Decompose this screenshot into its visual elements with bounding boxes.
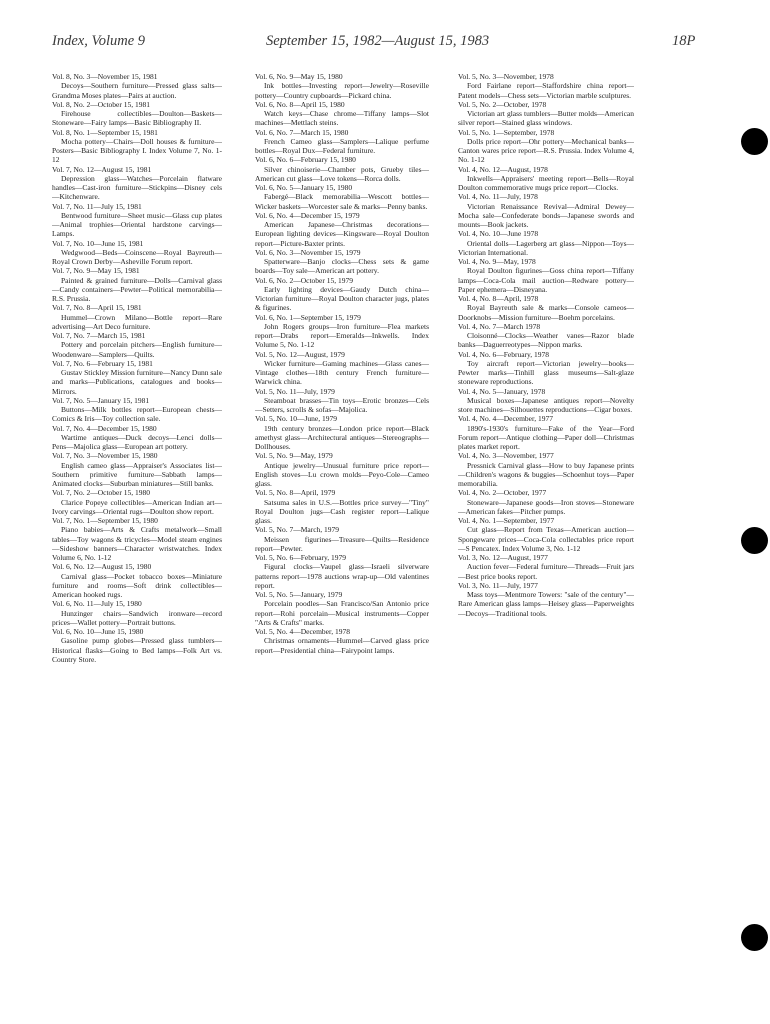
header-volume: Index, Volume 9 [52, 33, 146, 49]
issue-contents: Satsuma sales in U.S.—Bottles price survey—"Tiny" Royal Doulton jugs—Cash register report—Lalique glass. [255, 497, 429, 525]
issue-heading: Vol. 6, No. 10—June 15, 1980 [52, 627, 144, 636]
issue-contents: Royal Doulton figurines—Goss china report—Tiffany lamps—Coca-Cola mail auction—Redware pottery—Paper ephemera—Disneyana. [458, 266, 634, 294]
index-entry [458, 387, 634, 415]
issue-contents: Wedgwood—Beds—Coinscene—Royal Bayreuth—Royal Crown Derby—Asheville Forum report. [52, 247, 222, 266]
issue-contents: Watch keys—Chase chrome—Tiffany lamps—Slot machines—Mettlach steins. [255, 109, 429, 128]
index-entry [52, 359, 222, 396]
index-entry [52, 303, 222, 331]
issue-contents: Depression glass—Watches—Porcelain flatware handles—Cast-iron furniture—Stickpins—Disney cels—Kitchenware. [52, 173, 222, 202]
issue-heading: Vol. 7, No. 11—July 15, 1981 [52, 201, 142, 211]
issue-heading: Vol. 6, No. 4—December 15, 1979 [255, 210, 360, 220]
issue-heading: Vol. 5, No. 5—January, 1979 [255, 590, 343, 599]
issue-heading: Vol. 7, No. 3—November 15, 1980 [52, 451, 158, 461]
index-entry [52, 451, 222, 488]
issue-contents: Silver chinoiserie—Chamber pots, Grueby tiles—American cut glass—Love tokens—Rorca dolls. [255, 164, 429, 183]
index-entry [255, 414, 429, 451]
index-entry [255, 155, 429, 183]
issue-contents: Meissen figurines—Treasure—Quilts—Residence report—Pewter. [255, 534, 429, 553]
index-entry [255, 451, 429, 488]
issue-contents: Pressnick Carnival glass—How to buy Japanese prints—Children's wagons & buggies—Schoenhut toys—Paper memorabilia. [458, 460, 634, 488]
index-entry [255, 276, 429, 313]
index-entry [52, 72, 222, 100]
index-entry [458, 516, 634, 553]
index-entry [458, 100, 634, 128]
index-entry [458, 350, 634, 387]
index-entry [52, 424, 222, 452]
issue-heading: Vol. 5, No. 6—February, 1979 [255, 553, 347, 562]
issue-heading: Vol. 8, No. 1—September 15, 1981 [52, 127, 158, 137]
issue-contents: Auction fever—Federal furniture—Threads—Fruit jars—Best price books report. [458, 562, 634, 581]
index-entry [52, 100, 222, 128]
issue-contents: French Cameo glass—Samplers—Lalique perfume bottles—Royal Dux—Federal furniture. [255, 136, 429, 155]
issue-heading: Vol. 4, No. 1—September, 1977 [458, 516, 555, 525]
issue-heading: Vol. 5, No. 2—October, 1978 [458, 99, 547, 109]
index-entry [52, 627, 222, 664]
issue-heading: Vol. 7, No. 9—May 15, 1981 [52, 266, 140, 276]
issue-contents: Pottery and porcelain pitchers—English furniture—Woodenware—Samplers—Quilts. [52, 340, 222, 359]
issue-contents: Wartime antiques—Duck decoys—Lenci dolls—Pens—Majolica glass—European art pottery. [52, 432, 222, 451]
issue-contents: Mocha pottery—Chairs—Doll houses & furniture—Posters—Basic Bibliography I. Index Volume 7, No. 1-12 [52, 136, 222, 165]
issue-heading: Vol. 5, No. 11—July, 1979 [255, 386, 335, 396]
issue-contents: Clarice Popeye collectibles—American Indian art—Ivory carvings—Oriental rugs—Doulton show report. [52, 497, 222, 516]
issue-contents: Porcelain poodles—San Francisco/San Antonio price report—Rohi porcelain—Musical instruments—Copper "Arts & Crafts" marks. [255, 599, 429, 627]
issue-contents: Christmas ornaments—Hummel—Carved glass price report—Presidential china—Fairypoint lamps. [255, 636, 429, 655]
index-entry [52, 165, 222, 202]
issue-contents: Painted & grained furniture—Dolls—Carnival glass—Candy containers—Pewter—Political memorabilia—R.S. Prussia. [52, 275, 222, 303]
issue-contents: Piano babies—Arts & Crafts metalwork—Small tables—Toy wagons & tricycles—Model steam engines—Sideshow banners—Character wristwatches. Index Volume 6, No. 1-12 [52, 525, 222, 562]
issue-heading: Vol. 4, No. 10—June 1978 [458, 229, 539, 239]
issue-contents: Bentwood furniture—Sheet music—Glass cup plates—Animal trophies—Oriental hardstone carvings—Lamps. [52, 210, 222, 239]
issue-heading: Vol. 6, No. 3—November 15, 1979 [255, 247, 361, 257]
binder-hole-bottom [741, 924, 768, 951]
index-entry [255, 313, 429, 350]
issue-contents: Steamboat brasses—Tin toys—Erotic bronzes—Cels—Setters, scrolls & sofas—Majolica. [255, 395, 429, 414]
index-entry [458, 257, 634, 294]
issue-contents: Gustav Stickley Mission furniture—Nancy Dunn sale and marks—Publications, catalogues and books—Mirrors. [52, 368, 222, 396]
issue-heading: Vol. 7, No. 1—September 15, 1980 [52, 516, 158, 525]
issue-heading: Vol. 6, No. 12—August 15, 1980 [52, 562, 152, 572]
issue-contents: Dolls price report—Ohr pottery—Mechanical banks—Canton wares price report—R.S. Prussia. Index Volume 4, No. 1-12 [458, 136, 634, 165]
index-entry [458, 128, 634, 165]
index-column-2 [255, 72, 429, 1017]
index-entry [458, 581, 634, 618]
index-entry [458, 165, 634, 193]
index-entry [458, 488, 634, 516]
issue-heading: Vol. 4, No. 8—April, 1978 [458, 294, 539, 303]
issue-contents: Firehouse collectibles—Doulton—Baskets—Stoneware—Fairy lamps—Basic Bibliography II. [52, 109, 222, 128]
binder-hole-top [741, 128, 768, 155]
issue-heading: Vol. 5, No. 12—August, 1979 [255, 349, 345, 359]
issue-contents: Victorian art glass tumblers—Butter molds—American silver report—Stained glass windows. [458, 109, 634, 128]
index-column-3 [458, 72, 634, 1017]
issue-heading: Vol. 7, No. 4—December 15, 1980 [52, 423, 157, 433]
issue-heading: Vol. 5, No. 10—June, 1979 [255, 414, 337, 424]
issue-contents: Royal Bayreuth sale & marks—Console cameos—Doorknobs—Mission furniture—Boehm porcelains. [458, 303, 634, 322]
issue-contents: Antique jewelry—Unusual furniture price report—English stoves—Lu crown molds—Peyo-Cole—Cameo glass. [255, 460, 429, 488]
issue-contents: Victorian Renaissance Revival—Admiral Dewey—Mocha sale—Confederate bonds—Japanese swords and mounts—Book jackets. [458, 201, 634, 229]
running-header [52, 33, 720, 57]
index-entry [458, 72, 634, 100]
issue-heading: Vol. 8, No. 3—November 15, 1981 [52, 72, 158, 81]
index-entry [52, 516, 222, 562]
issue-contents: Inkwells—Appraisers' meeting report—Bells—Royal Doulton commemorative mugs price report—Clocks. [458, 173, 634, 192]
issue-heading: Vol. 4, No. 3—November, 1977 [458, 451, 554, 461]
index-entry [52, 202, 222, 239]
index-entry [255, 525, 429, 553]
binder-hole-middle [741, 527, 768, 554]
issue-heading: Vol. 7, No. 12—August 15, 1981 [52, 164, 152, 174]
index-entry [458, 229, 634, 257]
index-entry [255, 350, 429, 387]
index-column-1 [52, 72, 222, 1017]
issue-heading: Vol. 7, No. 10—June 15, 1981 [52, 238, 144, 248]
issue-heading: Vol. 5, No. 1—September, 1978 [458, 127, 555, 137]
issue-contents: English cameo glass—Appraiser's Associates list—Southern primitive furniture—Sabbath lamps—Animated clocks—Suburban miniatures—Still banks. [52, 460, 222, 488]
issue-contents: Buttons—Milk bottles report—European chests—Comics & Iris—Toy collection sale. [52, 405, 222, 424]
issue-heading: Vol. 6, No. 8—April 15, 1980 [255, 99, 345, 109]
issue-heading: Vol. 5, No. 4—December, 1978 [255, 627, 350, 636]
issue-heading: Vol. 6, No. 2—October 15, 1979 [255, 275, 353, 285]
index-entry [255, 248, 429, 276]
issue-heading: Vol. 6, No. 6—February 15, 1980 [255, 155, 356, 165]
issue-contents: Toy aircraft report—Victorian jewelry—books—Pewter marks—Tinhill glass museums—Salt-glaze stoneware reproductions. [458, 358, 634, 387]
index-entry [255, 590, 429, 627]
issue-heading: Vol. 4, No. 9—May, 1978 [458, 257, 536, 266]
issue-heading: Vol. 4, No. 6—February, 1978 [458, 349, 550, 359]
issue-contents: Stoneware—Japanese goods—Iron stoves—Stoneware—American fakes—Pitcher pumps. [458, 497, 634, 516]
header-page-number: 18P [672, 33, 696, 49]
index-entry [255, 72, 429, 100]
issue-heading: Vol. 7, No. 8—April 15, 1981 [52, 303, 142, 313]
issue-contents: Spatterware—Banjo clocks—Chess sets & game boards—Toy sale—American art pottery. [255, 257, 429, 276]
issue-heading: Vol. 4, No. 11—July, 1978 [458, 192, 538, 202]
issue-contents: 19th century bronzes—London price report—Black amethyst glass—Architectural antiques—Stereographs—Dollhouses. [255, 423, 429, 451]
index-entry [255, 128, 429, 156]
issue-heading: Vol. 4, No. 2—October, 1977 [458, 488, 547, 498]
issue-heading: Vol. 6, No. 9—May 15, 1980 [255, 72, 343, 81]
index-entry [458, 322, 634, 350]
index-entry [255, 488, 429, 525]
issue-contents: Fabergé—Black memorabilia—Wescott bottles—Wicker baskets—Worcester sale & marks—Penny banks. [255, 192, 429, 211]
issue-contents: Ink bottles—Investing report—Jewelry—Roseville pottery—Country cupboards—Pickard china. [255, 81, 429, 100]
issue-contents: Hunzinger chairs—Sandwich ironware—record prices—Wallet pottery—Portrait buttons. [52, 608, 222, 627]
issue-heading: Vol. 5, No. 3—November, 1978 [458, 72, 554, 81]
index-entry [52, 599, 222, 627]
issue-contents: Gasoline pump globes—Pressed glass tumblers—Historical flasks—Going to Bed lamps—Folk Art vs. Country Store. [52, 636, 222, 664]
issue-heading: Vol. 8, No. 2—October 15, 1981 [52, 99, 150, 109]
issue-heading: Vol. 7, No. 5—January 15, 1981 [52, 395, 150, 405]
index-entry [458, 192, 634, 229]
issue-heading: Vol. 5, No. 9—May, 1979 [255, 451, 333, 461]
header-date-range: September 15, 1982—August 15, 1983 [266, 33, 490, 49]
issue-contents: Oriental dolls—Lagerberg art glass—Nippon—Toys—Victorian International. [458, 238, 634, 257]
issue-heading: Vol. 3, No. 12—August, 1977 [458, 553, 548, 562]
issue-heading: Vol. 7, No. 2—October 15, 1980 [52, 488, 150, 498]
issue-contents: Ford Fairlane report—Staffordshire china report—Patent models—Chess sets—Victorian marble sculptures. [458, 81, 634, 100]
index-entry [255, 387, 429, 415]
index-entry [458, 451, 634, 488]
issue-heading: Vol. 4, No. 4—December, 1977 [458, 414, 553, 424]
index-entry [255, 100, 429, 128]
issue-heading: Vol. 6, No. 11—July 15, 1980 [52, 599, 142, 609]
issue-heading: Vol. 6, No. 1—September 15, 1979 [255, 312, 361, 322]
issue-heading: Vol. 4, No. 12—August, 1978 [458, 164, 548, 174]
issue-contents: Cloisonné—Clocks—Weather vanes—Razor blade banks—Daguerreotypes—Nippon marks. [458, 331, 634, 350]
issue-contents: Mass toys—Mentmore Towers: "sale of the century"—Rare American glass lamps—Heisey glass—Paperweights—Decoys—Traditional tools. [458, 590, 634, 618]
index-entry [52, 562, 222, 599]
index-entry [52, 239, 222, 267]
index-entry [458, 294, 634, 322]
index-entry [52, 488, 222, 516]
issue-heading: Vol. 4, No. 7—March 1978 [458, 321, 541, 331]
issue-heading: Vol. 7, No. 6—February 15, 1981 [52, 358, 153, 368]
issue-contents: Wicker furniture—Gaming machines—Glass canes—Vintage clothes—18th century French furniture—Warwick china. [255, 358, 429, 387]
issue-heading: Vol. 6, No. 7—March 15, 1980 [255, 127, 349, 137]
issue-contents: Cut glass—Report from Texas—American auction—Spongeware prices—Coca-Cola collectables price report—S Pencatex. Index Volume 3, No. 1-12 [458, 525, 634, 553]
index-entry [255, 627, 429, 655]
index-entry [52, 396, 222, 424]
issue-contents: American Japanese—Christmas decorations—European lighting devices—Kingsware—Royal Doulton report—Picture-Baxter prints. [255, 220, 429, 248]
index-entry [458, 414, 634, 451]
issue-heading: Vol. 5, No. 8—April, 1979 [255, 488, 336, 498]
index-entry [52, 128, 222, 165]
index-entry [458, 553, 634, 581]
issue-heading: Vol. 6, No. 5—January 15, 1980 [255, 183, 353, 192]
issue-heading: Vol. 4, No. 5—January, 1978 [458, 386, 546, 396]
index-entry [52, 331, 222, 359]
issue-contents: Figural clocks—Vaupel glass—Israeli silverware patterns report—1978 auctions wrap-up—Old valentines report. [255, 562, 429, 590]
issue-contents: 1890's-1930's furniture—Fake of the Year—Ford Forum report—Antique clothing—Paper doll—Christmas plates market report. [458, 423, 634, 451]
index-entry [52, 266, 222, 303]
issue-heading: Vol. 3, No. 11—July, 1977 [458, 580, 538, 590]
issue-contents: Early lighting devices—Gaudy Dutch china—Victorian furniture—Royal Doulton character jugs, plates & figurines. [255, 284, 429, 313]
issue-contents: John Rogers groups—Iron furniture—Flea markets report—Drabs report—Emeralds—Inkwells. Index Volume 5, No. 1-12 [255, 321, 429, 350]
index-entry [255, 553, 429, 590]
index-entry [255, 211, 429, 248]
issue-contents: Decoys—Southern furniture—Pressed glass salts—Grandma Moses plates—Pairs at auction. [52, 81, 222, 100]
issue-contents: Carnival glass—Pocket tobacco boxes—Miniature furniture and rooms—Soft drink collectibles—American hooked rugs. [52, 571, 222, 599]
issue-heading: Vol. 5, No. 7—March, 1979 [255, 525, 340, 535]
index-entry [255, 183, 429, 211]
issue-heading: Vol. 7, No. 7—March 15, 1981 [52, 331, 146, 340]
issue-contents: Hummel—Crown Milano—Bottle report—Rare advertising—Art Deco furniture. [52, 312, 222, 331]
issue-contents: Musical boxes—Japanese antiques report—Novelty store machines—Silhouettes reproductions—Cigar boxes. [458, 395, 634, 414]
